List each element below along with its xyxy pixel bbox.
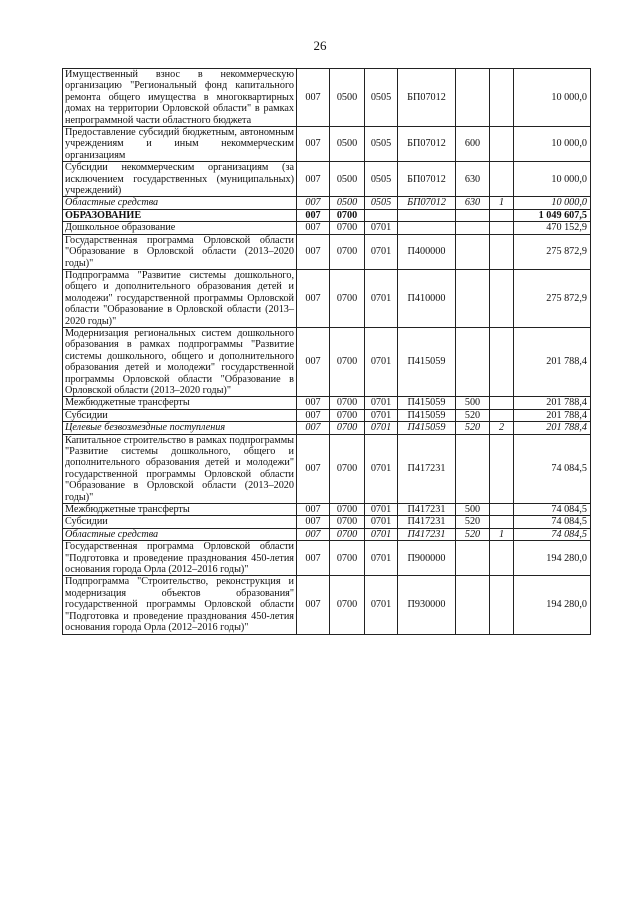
row-expense-type: 520 bbox=[456, 516, 490, 528]
table-row bbox=[63, 69, 591, 127]
row-section-code: 0500 bbox=[330, 197, 365, 209]
row-expense-type: 520 bbox=[456, 422, 490, 434]
row-expense-type: 630 bbox=[456, 162, 490, 197]
row-subsection-code: 0701 bbox=[365, 327, 398, 396]
row-ministry-code: 007 bbox=[297, 541, 330, 576]
row-amount: 201 788,4 bbox=[514, 327, 591, 396]
row-subsection-code: 0701 bbox=[365, 528, 398, 540]
row-section-code: 0700 bbox=[330, 397, 365, 409]
row-subsection-code: 0505 bbox=[365, 69, 398, 127]
table-row bbox=[63, 528, 591, 540]
row-ministry-code: 007 bbox=[297, 528, 330, 540]
row-source-code bbox=[490, 576, 514, 634]
row-ministry-code: 007 bbox=[297, 269, 330, 327]
row-ministry-code: 007 bbox=[297, 69, 330, 127]
row-amount: 201 788,4 bbox=[514, 409, 591, 421]
row-expense-type: 630 bbox=[456, 197, 490, 209]
table-row bbox=[63, 127, 591, 162]
row-section-code: 0700 bbox=[330, 516, 365, 528]
row-target-article: П417231 bbox=[398, 504, 456, 516]
row-ministry-code: 007 bbox=[297, 576, 330, 634]
row-subsection-code: 0701 bbox=[365, 422, 398, 434]
row-source-code bbox=[490, 69, 514, 127]
row-ministry-code: 007 bbox=[297, 516, 330, 528]
row-section-code: 0700 bbox=[330, 222, 365, 234]
row-source-code bbox=[490, 222, 514, 234]
row-source-code bbox=[490, 209, 514, 221]
row-source-code bbox=[490, 162, 514, 197]
row-target-article: БП07012 bbox=[398, 197, 456, 209]
row-amount: 201 788,4 bbox=[514, 422, 591, 434]
row-name: Государственная программа Орловской области "Образование в Орловской области (2013–2020 годы)" bbox=[63, 234, 297, 269]
row-expense-type: 520 bbox=[456, 409, 490, 421]
table-row bbox=[63, 197, 591, 209]
row-section-code: 0700 bbox=[330, 422, 365, 434]
row-section-code: 0700 bbox=[330, 234, 365, 269]
row-subsection-code: 0701 bbox=[365, 504, 398, 516]
row-target-article: П900000 bbox=[398, 541, 456, 576]
row-ministry-code: 007 bbox=[297, 127, 330, 162]
row-target-article: П415059 bbox=[398, 327, 456, 396]
table-row bbox=[63, 409, 591, 421]
table-row bbox=[63, 397, 591, 409]
row-expense-type bbox=[456, 69, 490, 127]
row-expense-type bbox=[456, 541, 490, 576]
table-row bbox=[63, 434, 591, 503]
row-subsection-code: 0505 bbox=[365, 162, 398, 197]
row-section-code: 0700 bbox=[330, 541, 365, 576]
row-target-article: П930000 bbox=[398, 576, 456, 634]
row-section-code: 0500 bbox=[330, 162, 365, 197]
row-amount: 10 000,0 bbox=[514, 127, 591, 162]
row-amount: 10 000,0 bbox=[514, 197, 591, 209]
row-ministry-code: 007 bbox=[297, 397, 330, 409]
row-section-code: 0700 bbox=[330, 504, 365, 516]
row-section-code: 0700 bbox=[330, 576, 365, 634]
row-subsection-code: 0701 bbox=[365, 234, 398, 269]
row-subsection-code: 0505 bbox=[365, 197, 398, 209]
row-expense-type bbox=[456, 269, 490, 327]
row-section-code: 0700 bbox=[330, 434, 365, 503]
row-name: ОБРАЗОВАНИЕ bbox=[63, 209, 297, 221]
row-subsection-code: 0701 bbox=[365, 576, 398, 634]
row-amount: 74 084,5 bbox=[514, 434, 591, 503]
row-name: Межбюджетные трансферты bbox=[63, 504, 297, 516]
table-row bbox=[63, 234, 591, 269]
row-section-code: 0700 bbox=[330, 528, 365, 540]
row-name: Субсидии bbox=[63, 516, 297, 528]
row-name: Субсидии bbox=[63, 409, 297, 421]
row-expense-type bbox=[456, 222, 490, 234]
row-subsection-code: 0701 bbox=[365, 409, 398, 421]
row-ministry-code: 007 bbox=[297, 504, 330, 516]
row-target-article bbox=[398, 222, 456, 234]
row-target-article: П417231 bbox=[398, 516, 456, 528]
row-expense-type: 520 bbox=[456, 528, 490, 540]
row-section-code: 0500 bbox=[330, 69, 365, 127]
row-subsection-code: 0701 bbox=[365, 541, 398, 576]
row-amount: 194 280,0 bbox=[514, 541, 591, 576]
row-section-code: 0700 bbox=[330, 409, 365, 421]
row-target-article: П417231 bbox=[398, 528, 456, 540]
row-target-article bbox=[398, 209, 456, 221]
row-ministry-code: 007 bbox=[297, 409, 330, 421]
row-amount: 74 084,5 bbox=[514, 528, 591, 540]
row-amount: 74 084,5 bbox=[514, 504, 591, 516]
row-source-code bbox=[490, 516, 514, 528]
table-row bbox=[63, 209, 591, 221]
row-ministry-code: 007 bbox=[297, 327, 330, 396]
budget-table bbox=[62, 68, 591, 635]
row-source-code: 1 bbox=[490, 528, 514, 540]
row-source-code bbox=[490, 409, 514, 421]
row-expense-type: 500 bbox=[456, 397, 490, 409]
row-subsection-code: 0701 bbox=[365, 222, 398, 234]
row-amount: 74 084,5 bbox=[514, 516, 591, 528]
row-source-code bbox=[490, 541, 514, 576]
table-row bbox=[63, 422, 591, 434]
table-row bbox=[63, 222, 591, 234]
row-expense-type bbox=[456, 234, 490, 269]
row-target-article: БП07012 bbox=[398, 69, 456, 127]
row-expense-type bbox=[456, 434, 490, 503]
row-target-article: П410000 bbox=[398, 269, 456, 327]
row-target-article: П400000 bbox=[398, 234, 456, 269]
row-source-code bbox=[490, 327, 514, 396]
row-section-code: 0700 bbox=[330, 209, 365, 221]
row-target-article: БП07012 bbox=[398, 127, 456, 162]
row-name: Областные средства bbox=[63, 197, 297, 209]
row-name: Межбюджетные трансферты bbox=[63, 397, 297, 409]
row-source-code bbox=[490, 434, 514, 503]
row-amount: 194 280,0 bbox=[514, 576, 591, 634]
table-row bbox=[63, 162, 591, 197]
row-amount: 201 788,4 bbox=[514, 397, 591, 409]
row-source-code: 1 bbox=[490, 197, 514, 209]
row-source-code bbox=[490, 397, 514, 409]
page-number: 26 bbox=[313, 38, 327, 53]
table-row bbox=[63, 576, 591, 634]
table-row bbox=[63, 269, 591, 327]
table-row bbox=[63, 504, 591, 516]
row-amount: 10 000,0 bbox=[514, 69, 591, 127]
row-subsection-code: 0701 bbox=[365, 269, 398, 327]
row-source-code: 2 bbox=[490, 422, 514, 434]
row-source-code bbox=[490, 127, 514, 162]
row-section-code: 0500 bbox=[330, 127, 365, 162]
row-name: Дошкольное образование bbox=[63, 222, 297, 234]
row-amount: 470 152,9 bbox=[514, 222, 591, 234]
table-row bbox=[63, 327, 591, 396]
row-expense-type: 500 bbox=[456, 504, 490, 516]
row-amount: 1 049 607,5 bbox=[514, 209, 591, 221]
row-subsection-code bbox=[365, 209, 398, 221]
row-expense-type bbox=[456, 576, 490, 634]
row-name: Государственная программа Орловской области "Подготовка и проведение празднования 450-летия основания города Орла (2012–2016 годы)" bbox=[63, 541, 297, 576]
row-section-code: 0700 bbox=[330, 269, 365, 327]
row-expense-type bbox=[456, 209, 490, 221]
row-name: Субсидии некоммерческим организациям (за исключением государственных (муниципальных) учреждений) bbox=[63, 162, 297, 197]
row-name: Капитальное строительство в рамках подпрограммы "Развитие системы дошкольного, общего и дополнительного образования детей и молодежи" государственной программы Орловской области "Образование в Орловской области (2013–2020 годы)" bbox=[63, 434, 297, 503]
row-target-article: П415059 bbox=[398, 409, 456, 421]
row-target-article: П415059 bbox=[398, 397, 456, 409]
row-name: Подпрограмма "Развитие системы дошкольного, общего и дополнительного образования детей и молодежи" государственной программы Орловской области "Образование в Орловской области (2013–2020 годы)" bbox=[63, 269, 297, 327]
row-section-code: 0700 bbox=[330, 327, 365, 396]
row-target-article: П415059 bbox=[398, 422, 456, 434]
row-subsection-code: 0505 bbox=[365, 127, 398, 162]
row-ministry-code: 007 bbox=[297, 234, 330, 269]
row-subsection-code: 0701 bbox=[365, 516, 398, 528]
row-subsection-code: 0701 bbox=[365, 397, 398, 409]
row-name: Областные средства bbox=[63, 528, 297, 540]
row-name: Предоставление субсидий бюджетным, автономным учреждениям и иным некоммерческим организациям bbox=[63, 127, 297, 162]
row-expense-type bbox=[456, 327, 490, 396]
row-ministry-code: 007 bbox=[297, 209, 330, 221]
row-name: Целевые безвозмездные поступления bbox=[63, 422, 297, 434]
row-target-article: П417231 bbox=[398, 434, 456, 503]
row-ministry-code: 007 bbox=[297, 197, 330, 209]
table-row bbox=[63, 541, 591, 576]
row-ministry-code: 007 bbox=[297, 222, 330, 234]
row-amount: 275 872,9 bbox=[514, 269, 591, 327]
row-ministry-code: 007 bbox=[297, 434, 330, 503]
table-row bbox=[63, 516, 591, 528]
row-subsection-code: 0701 bbox=[365, 434, 398, 503]
row-name: Подпрограмма "Строительство, реконструкция и модернизация объектов образования" государственной программы Орловской области "Подготовка и проведение празднования 450-летия основания города Орла (2012–2016 годы)" bbox=[63, 576, 297, 634]
row-name: Имущественный взнос в некоммерческую организацию "Региональный фонд капитального ремонта общего имущества в многоквартирных домах на территории Орловской области" в рамках непрограммной части областного бюджета bbox=[63, 69, 297, 127]
row-ministry-code: 007 bbox=[297, 162, 330, 197]
row-ministry-code: 007 bbox=[297, 422, 330, 434]
budget-table-body bbox=[63, 69, 591, 635]
row-expense-type: 600 bbox=[456, 127, 490, 162]
row-amount: 10 000,0 bbox=[514, 162, 591, 197]
row-source-code bbox=[490, 234, 514, 269]
row-source-code bbox=[490, 269, 514, 327]
row-source-code bbox=[490, 504, 514, 516]
row-name: Модернизация региональных систем дошкольного образования в рамках подпрограммы "Развитие системы дошкольного, общего и дополнительного образования детей и молодежи" государственной программы Орловской области "Образование в Орловской области (2013–2020 годы)" bbox=[63, 327, 297, 396]
row-target-article: БП07012 bbox=[398, 162, 456, 197]
row-amount: 275 872,9 bbox=[514, 234, 591, 269]
